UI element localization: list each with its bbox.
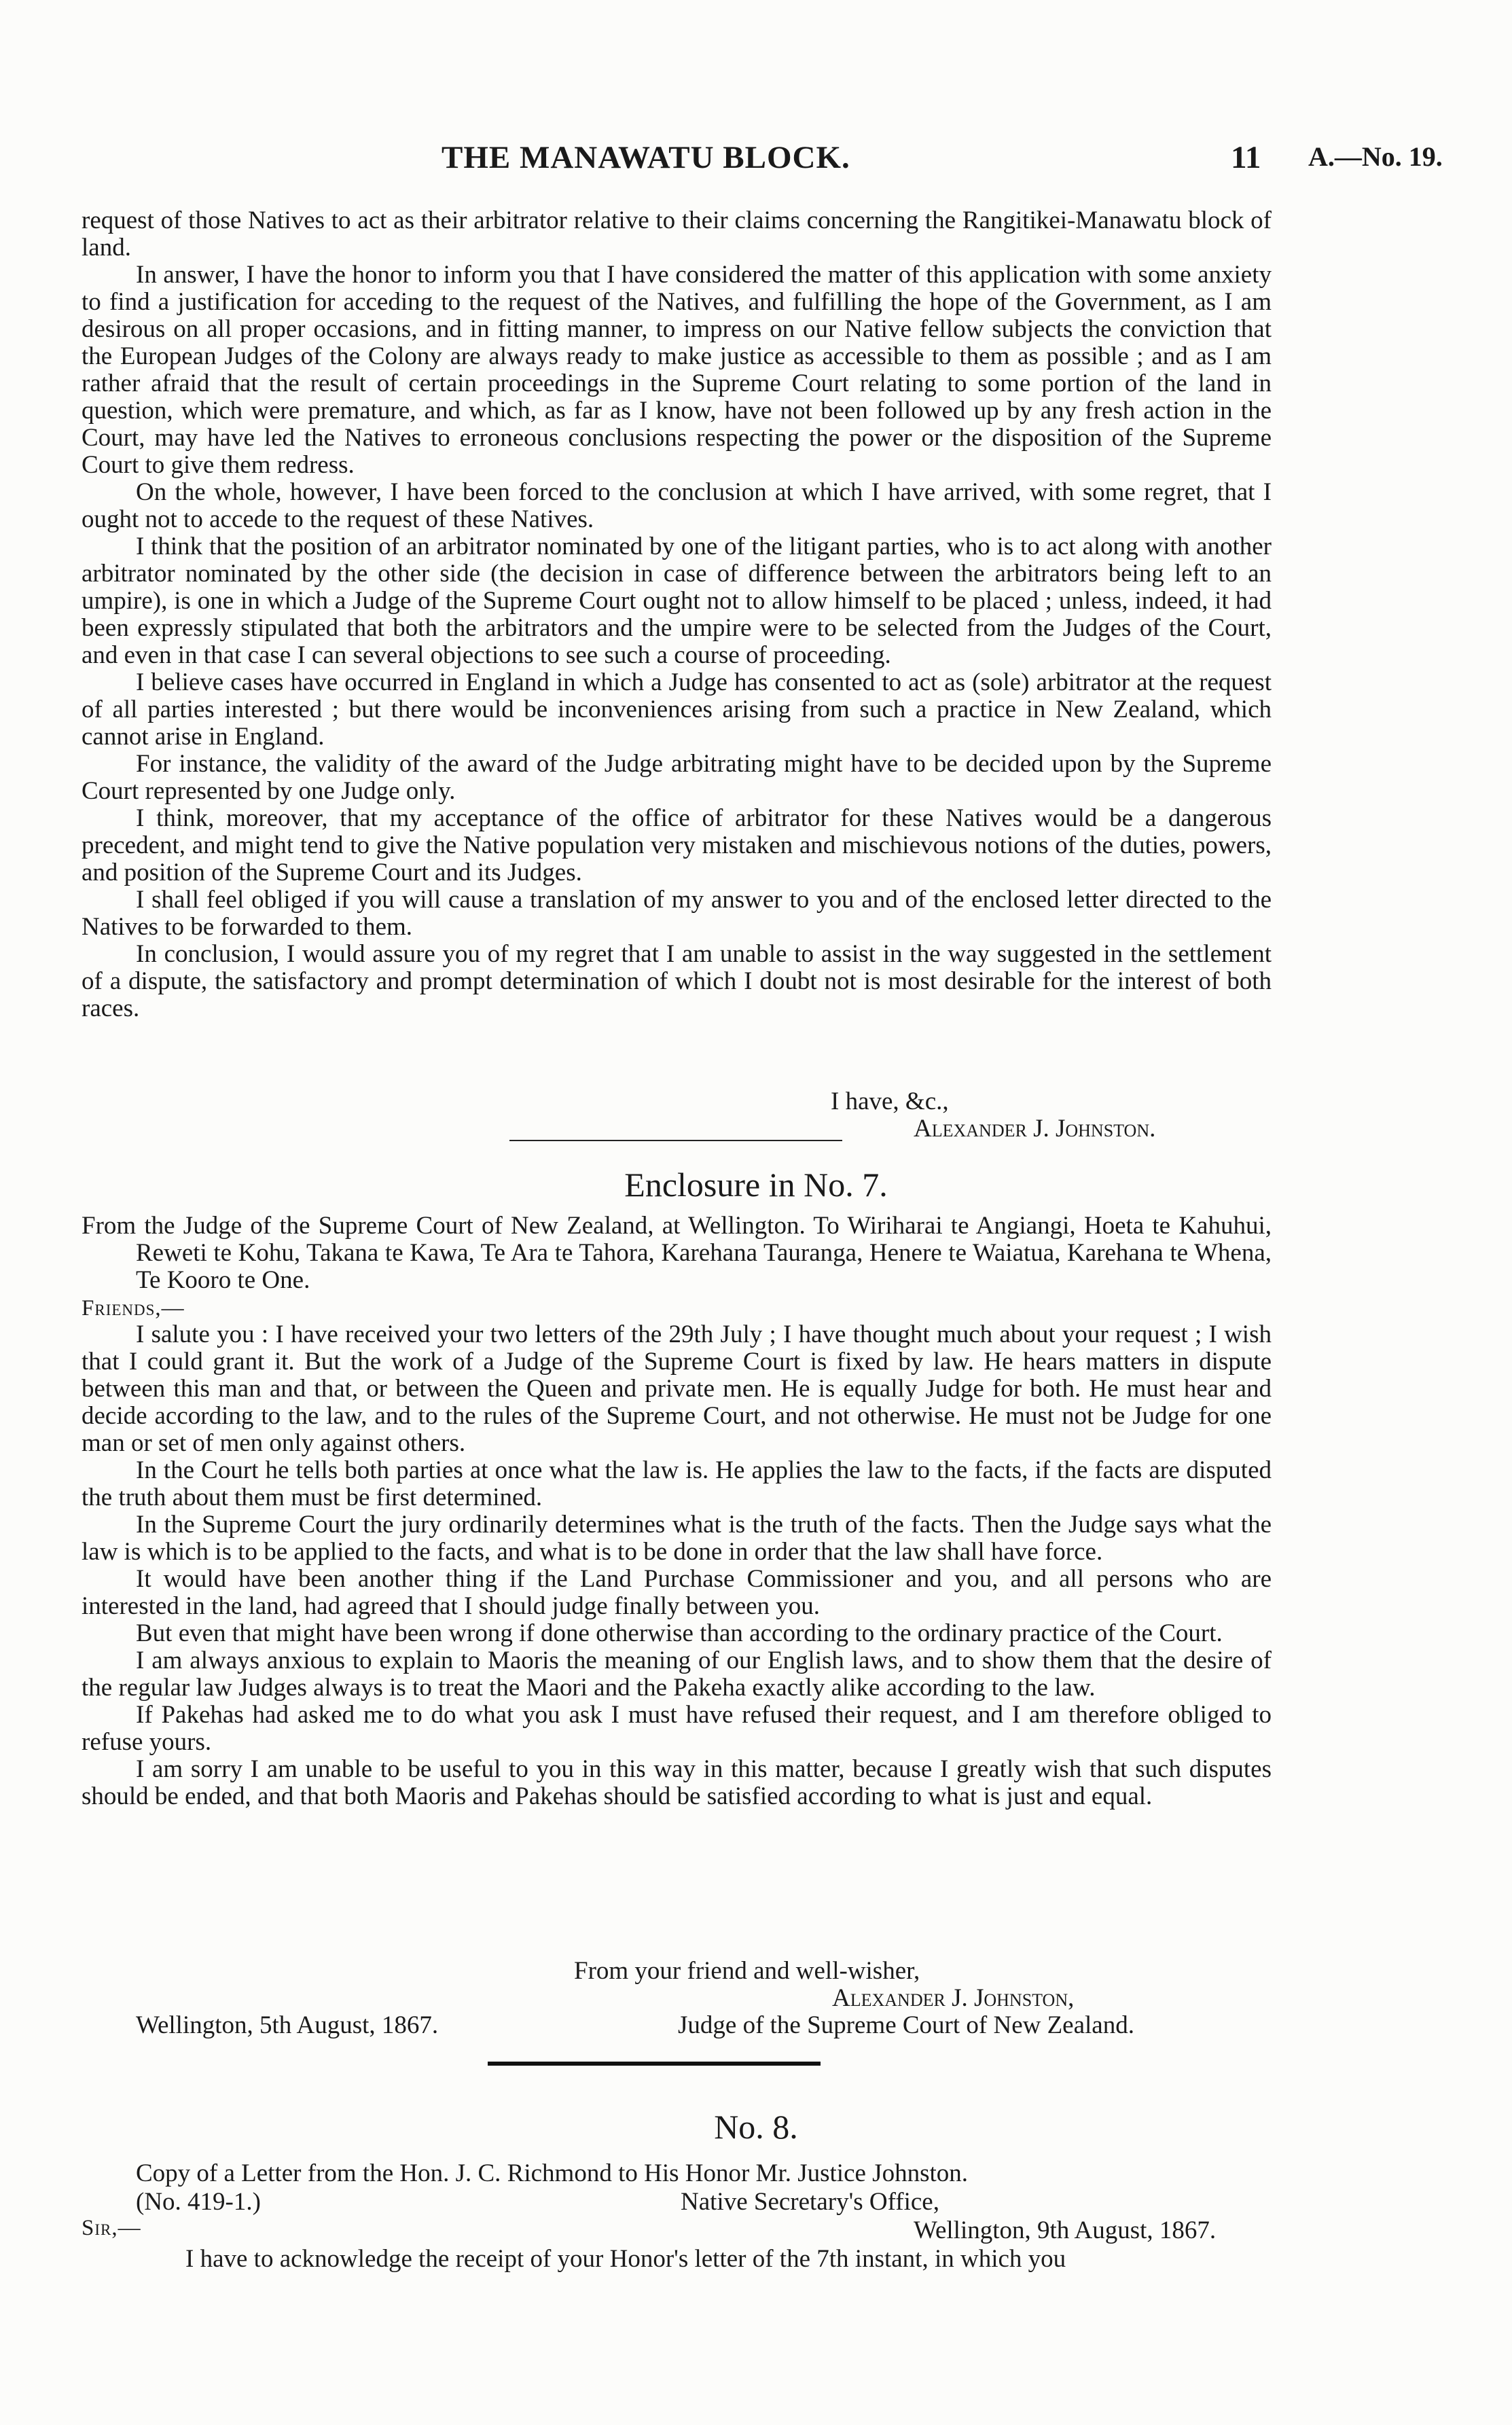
paragraph: I am sorry I am unable to be useful to you in this way in this matter, because I greatly wish that such disputes should be ended, and that both Maoris and Pakehas should be satisfied according to what is just and equal. bbox=[82, 1755, 1272, 1810]
place-date: Wellington, 5th August, 1867. bbox=[136, 2011, 439, 2039]
letter-signature-block bbox=[0, 1087, 1512, 1148]
office-line: Native Secretary's Office, bbox=[681, 2188, 939, 2216]
paragraph: I shall feel obliged if you will cause a translation of my answer to you and of the enclosed letter directed to the Natives to be forwarded to them. bbox=[82, 886, 1272, 941]
letter-body bbox=[82, 207, 1272, 1022]
paragraph: I salute you : I have received your two letters of the 29th July ; I have thought much about your request ; I wish that I could grant it. But the work of a Judge of the Supreme Court is fixed by law. He hears matters in dispute between this man and that, or between the Queen and private men. He is equally Judge for both. He must hear and decide according to the law, and to the rules of the Supreme Court, and not otherwise. He must not be Judge for one man or set of men only against others. bbox=[82, 1321, 1272, 1457]
divider bbox=[509, 1140, 842, 1141]
page-header bbox=[0, 139, 1512, 180]
reference-number: (No. 419-1.) bbox=[136, 2188, 261, 2216]
signature: Alexander J. Johnston, bbox=[832, 1984, 1075, 2012]
paragraph: I am always anxious to explain to Maoris the meaning of our English laws, and to show them that the desire of the regular law Judges always is to treat the Maori and the Pakeha exactly alike according to the law. bbox=[82, 1647, 1272, 1702]
paragraph: In conclusion, I would assure you of my regret that I am unable to assist in the way suggested in the settlement of a dispute, the satisfactory and prompt determination of which I doubt not is most desirable for the interest of both races. bbox=[82, 940, 1272, 1022]
paragraph: In the Supreme Court the jury ordinarily determines what is the truth of the facts. Then the Judge says what the law is which is to be applied to the facts, and what is to be done in order that the law shall have force. bbox=[82, 1511, 1272, 1566]
document-reference: A.—No. 19. bbox=[1308, 141, 1443, 172]
enclosure-body bbox=[82, 1321, 1272, 1810]
page-title: THE MANAWATU BLOCK. bbox=[442, 140, 850, 175]
signatory-title: Judge of the Supreme Court of New Zealand. bbox=[678, 2011, 1134, 2039]
from-line: From the Judge of the Supreme Court of New Zealand, at Wellington. To Wiriharai te Angiangi, Hoeta te Kahuhui, Reweti te Kohu, Takana te Kawa, Te Ara te Tahora, Karehana Tauranga, Henere te Waiatua, Karehana te Whena, Te Kooro te One. bbox=[82, 1212, 1272, 1294]
closing: I have, &c., bbox=[831, 1088, 949, 1115]
paragraph: But even that might have been wrong if done otherwise than according to the ordinary practice of the Court. bbox=[136, 1619, 1223, 1647]
paragraph: I believe cases have occurred in England in which a Judge has consented to act as (sole) arbitrator at the request of all parties interested ; but there would be inconveniences arising from such a practice in New Zealand, which cannot arise in England. bbox=[82, 668, 1272, 751]
paragraph: In the Court he tells both parties at once what the law is. He applies the law to the facts, if the facts are disputed the truth about them must be first determined. bbox=[82, 1456, 1272, 1511]
section-heading: No. 8. bbox=[714, 2108, 798, 2146]
copy-line: Copy of a Letter from the Hon. J. C. Richmond to His Honor Mr. Justice Johnston. bbox=[136, 2159, 969, 2187]
enclosure-address bbox=[82, 1212, 1272, 1294]
paragraph: It would have been another thing if the Land Purchase Commissioner and you, and all persons who are interested in the land, had agreed that I should judge finally between you. bbox=[82, 1565, 1272, 1620]
paragraph: I think that the position of an arbitrator nominated by one of the litigant parties, who is to act along with another arbitrator nominated by the other side (the decision in case of difference between the arbitrators being left to an umpire), is one in which a Judge of the Supreme Court ought not to allow himself to be placed ; unless, indeed, it had been expressly stipulated that both the arbitrators and the umpire were to be selected from the Judges of the Court, and even in that case I can several objections to see such a course of proceeding. bbox=[82, 533, 1272, 669]
paragraph: On the whole, however, I have been forced to the conclusion at which I have arrived, with some regret, that I ought not to accede to the request of these Natives. bbox=[82, 478, 1272, 533]
paragraph: I have to acknowledge the receipt of your Honor's letter of the 7th instant, in which you bbox=[185, 2245, 1066, 2273]
paragraph: request of those Natives to act as their arbitrator relative to their claims concerning the Rangitikei-Manawatu block of land. bbox=[82, 206, 1272, 262]
paragraph: In answer, I have the honor to inform you that I have considered the matter of this application with some anxiety to find a justification for acceding to the request of the Natives, and fulfilling the hope of the Government, as I am desirous on all proper occasions, and in fitting manner, to impress on our Native fellow subjects the conviction that the European Judges of the Colony are always ready to make justice as accessible to them as possible ; and as I am rather afraid that the result of certain proceedings in the Supreme Court relating to some portion of the land in question, which were premature, and which, as far as I know, have not been followed up by any fresh action in the Court, may have led the Natives to erroneous conclusions respecting the power or the disposition of the Supreme Court to give them redress. bbox=[82, 261, 1272, 479]
closing: From your friend and well-wisher, bbox=[574, 1957, 920, 1985]
paragraph: If Pakehas had asked me to do what you ask I must have refused their request, and I am therefore obliged to refuse yours. bbox=[82, 1701, 1272, 1756]
salutation: Friends,— bbox=[82, 1296, 185, 1321]
place-date: Wellington, 9th August, 1867. bbox=[914, 2216, 1217, 2244]
paragraph: For instance, the validity of the award of the Judge arbitrating might have to be decided upon by the Supreme Court represented by one Judge only. bbox=[82, 750, 1272, 805]
signature: Alexander J. Johnston. bbox=[914, 1115, 1156, 1143]
paragraph: I think, moreover, that my acceptance of the office of arbitrator for these Natives would be a dangerous precedent, and might tend to give the Native population very mistaken and mischievous notions of the duties, powers, and position of the Supreme Court and its Judges. bbox=[82, 804, 1272, 886]
divider bbox=[488, 2062, 821, 2066]
salutation: Sir,— bbox=[82, 2216, 141, 2240]
section-heading: Enclosure in No. 7. bbox=[624, 1166, 888, 1204]
page-number: 11 bbox=[1231, 140, 1261, 175]
